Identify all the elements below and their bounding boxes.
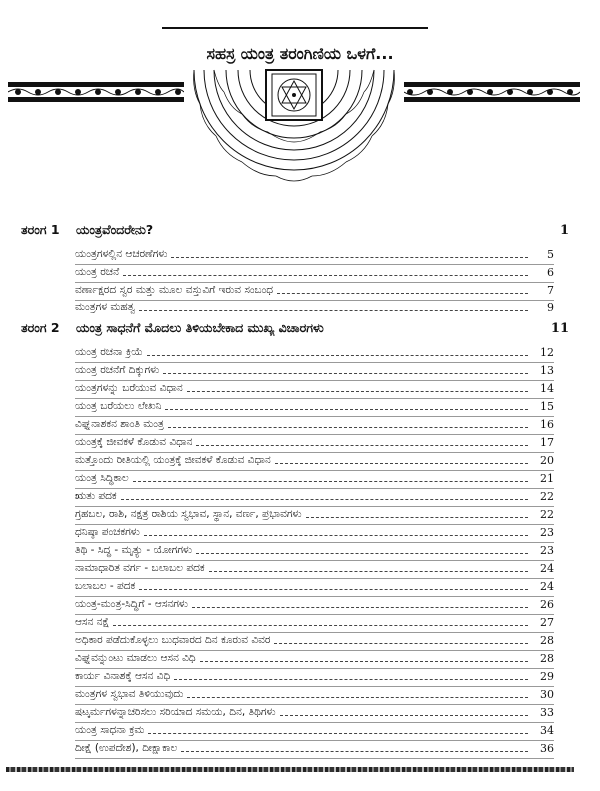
toc-entry-page: 33: [540, 705, 554, 719]
toc-entry-title: ವಿಘ್ನವನ್ನುಂಟು ಮಾಡಲು ಆಸನ ವಿಧಿ: [75, 652, 200, 665]
leader-dots: [174, 679, 528, 680]
toc-entry-title: ಯಂತ್ರ ಬರೆಯಲು ಲೇಖನಿ: [75, 400, 165, 413]
toc-entry-title: ಯಂತ್ರ ರಚನಾ ಕ್ರಿಯೆ: [75, 346, 147, 359]
toc-entry[interactable]: [75, 362, 554, 378]
toc-entry-page: 34: [540, 723, 554, 737]
toc-entry[interactable]: [75, 614, 554, 630]
leader-dots: [277, 293, 528, 294]
toc-entry-page: 27: [540, 615, 554, 629]
leader-dots: [171, 257, 528, 258]
toc-entry-page: 29: [540, 669, 554, 683]
toc-entry-page: 13: [540, 363, 554, 377]
toc-entry-title: ಬಲಾಬಲ - ಪದಕ: [75, 580, 139, 593]
leader-dots: [121, 499, 528, 500]
toc-entry-title: ವರ್ಣಾಕ್ಷರದ ಸ್ವರ ಮತ್ತು ಮೂಲ ವಸ್ತುವಿಗೆ ಇರುವ ಸಂಬಂಧ: [75, 284, 277, 297]
leader-dots: [196, 445, 528, 446]
toc-entry[interactable]: [75, 542, 554, 558]
leader-dots: [181, 751, 528, 752]
page-title: ಸಹಸ್ರ ಯಂತ್ರ ತರಂಗಿಣಿಯ ಒಳಗೆ...: [206, 44, 394, 63]
toc-entry-title: ಅಧಿಕಾರ ಪಡೆದುಕೊಳ್ಳಲು ಬುಧವಾರದ ದಿನ ಕೂರುವ ವಿವರ: [75, 634, 274, 647]
toc-entry[interactable]: [75, 632, 554, 648]
leader-dots: [196, 553, 528, 554]
toc-entry-title: ಯಂತ್ರ-ಮಂತ್ರ-ಸಿದ್ಧಿಗೆ - ಆಸನಗಳು: [75, 598, 192, 611]
toc-entry-page: 28: [540, 633, 554, 647]
toc-entry-page: 14: [540, 381, 554, 395]
toc-entry[interactable]: [75, 596, 554, 612]
toc-entry[interactable]: [75, 299, 554, 315]
toc-entry[interactable]: [75, 524, 554, 540]
toc-entry[interactable]: [75, 488, 554, 504]
toc-entry-page: 24: [540, 561, 554, 575]
toc-entry[interactable]: [75, 740, 554, 756]
leader-dots: [113, 625, 528, 626]
toc-entry-page: 17: [540, 435, 554, 449]
leader-dots: [192, 607, 528, 608]
bottom-decorative-rule: [6, 767, 574, 772]
chapter-page-number: 1: [559, 222, 569, 238]
toc-entry-page: 22: [540, 489, 554, 503]
leader-dots: [187, 697, 528, 698]
toc-entry-page: 16: [540, 417, 554, 431]
toc-entry[interactable]: [75, 686, 554, 702]
toc-entry-title: ಯಂತ್ರಗಳಲ್ಲಿನ ಆಚರಣೆಗಳು: [75, 248, 171, 261]
leader-dots: [187, 391, 528, 392]
chapter-title: ಯಂತ್ರವೆಂದರೇನು?: [76, 222, 154, 237]
toc-entry-page: 6: [547, 265, 554, 279]
toc-entry-title: ಮಂತ್ರಗಳ ಮಹತ್ವ: [75, 301, 139, 314]
leader-dots: [168, 427, 528, 428]
toc-entry[interactable]: [75, 722, 554, 738]
toc-entry-title: ಧನಿಷ್ಠಾ ಪಂಚಕಗಳು: [75, 526, 144, 539]
toc-entry-page: 22: [540, 507, 554, 521]
toc-entry-title: ಕಾರ್ಯ ವಿನಾಶಕ್ಕೆ ಆಸನ ವಿಧಿ: [75, 670, 174, 683]
leader-dots: [280, 715, 528, 716]
leader-dots: [133, 481, 528, 482]
toc-entry-title: ಆಸನ ನಕ್ಷೆ: [75, 616, 113, 629]
toc-entry-page: 30: [540, 687, 554, 701]
chapter-label: ತರಂಗ 2: [21, 320, 60, 335]
toc-entry[interactable]: [75, 704, 554, 720]
toc-entry-page: 5: [547, 247, 554, 261]
chapter-label: ತರಂಗ 1: [21, 222, 60, 237]
toc-entry-title: ಯಂತ್ರ ರಚನೆ: [75, 266, 123, 279]
toc-entry-title: ಯಂತ್ರ ಸಾಧನಾ ಕ್ರಮ: [75, 724, 148, 737]
leader-dots: [165, 409, 528, 410]
toc-entry-page: 9: [547, 300, 554, 314]
toc-entry[interactable]: [75, 282, 554, 298]
leader-dots: [274, 643, 528, 644]
toc-entry[interactable]: [75, 560, 554, 576]
toc-entry[interactable]: [75, 506, 554, 522]
toc-entry[interactable]: [75, 416, 554, 432]
chapter-page-number: 11: [550, 320, 569, 336]
toc-entry[interactable]: [75, 668, 554, 684]
toc-entry-page: 36: [540, 741, 554, 755]
toc-entry[interactable]: [75, 650, 554, 666]
toc-entry-title: ಯಂತ್ರ ರಚನೆಗೆ ದಿಕ್ಕುಗಳು: [75, 364, 163, 377]
toc-entry[interactable]: [75, 578, 554, 594]
leader-dots: [163, 373, 528, 374]
toc-entry-title: ಯಂತ್ರ ಸಿದ್ಧಿಕಾಲ: [75, 472, 133, 485]
toc-entry-page: 24: [540, 579, 554, 593]
toc-entry[interactable]: [75, 264, 554, 280]
toc-entry-page: 15: [540, 399, 554, 413]
leader-dots: [147, 355, 528, 356]
toc-entry-page: 26: [540, 597, 554, 611]
toc-entry-title: ಷಟ್ಕರ್ಮಗಳನ್ನಾಚರಿಸಲು ಸರಿಯಾದ ಸಮಯ, ದಿನ, ತಿಥಿಗಳು: [75, 706, 280, 719]
toc-entry-title: ಋತು ಪದಕ: [75, 490, 121, 503]
toc-entry-page: 23: [540, 525, 554, 539]
toc-entry-title: ತಿಥಿ - ಸಿದ್ಧ - ಮೃತ್ಯು - ಯೋಗಗಳು: [75, 544, 196, 557]
toc-entry-page: 12: [540, 345, 554, 359]
leader-dots: [148, 733, 528, 734]
toc-entry[interactable]: [75, 434, 554, 450]
toc-entry[interactable]: [75, 398, 554, 414]
toc-entry-page: 23: [540, 543, 554, 557]
leader-dots: [139, 589, 528, 590]
leader-dots: [200, 661, 528, 662]
toc-entry-title: ಯಂತ್ರಕ್ಕೆ ಜೀವಕಳೆ ಕೊಡುವ ವಿಧಾನ: [75, 436, 196, 449]
toc-entry-title: ವಿಘ್ನನಾಶಕನ ಶಾಂತಿ ಮಂತ್ರ: [75, 418, 168, 431]
leader-dots: [139, 310, 528, 311]
leader-dots: [123, 275, 528, 276]
chapter-heading[interactable]: [21, 317, 569, 339]
leader-dots: [144, 535, 528, 536]
toc-entry-title: ಯಂತ್ರಗಳನ್ನು ಬರೆಯುವ ವಿಧಾನ: [75, 382, 187, 395]
toc-entry-title: ನಾಮಾಧಾರಿತ ವರ್ಗ - ಬಲಾಬಲ ಪದಕ: [75, 562, 209, 575]
leader-dots: [306, 517, 528, 518]
toc-entry[interactable]: [75, 246, 554, 262]
leader-dots: [275, 463, 528, 464]
toc-entry-page: 20: [540, 453, 554, 467]
toc-entry[interactable]: [75, 452, 554, 468]
chapter-heading[interactable]: [21, 219, 569, 241]
toc-entry-title: ಗ್ರಹಬಲ, ರಾಶಿ, ನಕ್ಷತ್ರ ರಾಶಿಯ ಸ್ವಭಾವ, ಸ್ಥಾನ, ವರ್ಣ, ಪ್ರಭಾವಗಳು: [75, 508, 306, 521]
toc-entry[interactable]: [75, 380, 554, 396]
toc-entry-title: ದೀಕ್ಷೆ (ಉಪದೇಶ), ದೀಕ್ಷಾಕಾಲ: [75, 742, 181, 755]
toc-entry[interactable]: [75, 344, 554, 360]
toc-entry-title: ಮಂತ್ರಗಳ ಸ್ವಭಾವ ತಿಳಿಯುವುದು: [75, 688, 187, 701]
toc-entry-page: 7: [547, 283, 554, 297]
leader-dots: [209, 571, 528, 572]
toc-entry-title: ಮತ್ತೊಂದು ರೀತಿಯಲ್ಲಿ ಯಂತ್ರಕ್ಕೆ ಜೀವಕಳೆ ಕೊಡುವ ವಿಧಾನ: [75, 454, 275, 467]
toc-entry[interactable]: [75, 470, 554, 486]
toc-entry-page: 28: [540, 651, 554, 665]
chapter-title: ಯಂತ್ರ ಸಾಧನೆಗೆ ಮೊದಲು ತಿಳಿಯಬೇಕಾದ ಮುಖ್ಯ ವಿಚಾರಗಳು: [76, 320, 324, 335]
toc-entry-page: 21: [540, 471, 554, 485]
